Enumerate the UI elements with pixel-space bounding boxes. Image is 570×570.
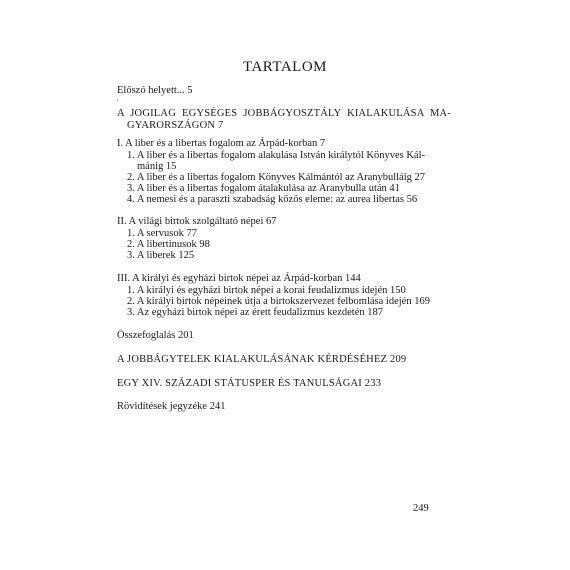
toc-section-1-1-line2: mánig 15 — [137, 161, 177, 172]
toc-section-3-2: 2. A királyi birtok népeinek útja a birtokszervezet felbomlása idején 169 — [127, 296, 430, 307]
toc-chapter-2: II. A világi birtok szolgáltató népei 67 — [117, 216, 277, 227]
page-title: TARTALOM — [242, 59, 328, 75]
toc-section-2-1: 1. A servusok 77 — [127, 228, 198, 239]
stray-mark: ' — [117, 98, 119, 107]
toc-section-1-2: 2. A liber és a libertas fogalom Könyves Kálmántól az Aranybulláig 27 — [127, 172, 426, 183]
toc-part-a-line1: A JOGILAG EGYSÉGES JOBBÁGYOSZTÁLY KIALAKULÁSA MA- — [117, 108, 451, 119]
toc-section-3-1: 1. A királyi és egyházi birtok népei a korai feudalizmus idején 150 — [127, 285, 406, 296]
toc-entry-preface: Előszó helyett... 5 — [117, 85, 193, 96]
toc-section-2-3: 3. A liberek 125 — [127, 250, 195, 261]
toc-chapter-3: III. A királyi és egyházi birtok népei az Árpád-korban 144 — [117, 273, 361, 284]
toc-section-1-3: 3. A liber és a libertas fogalom átalakulása az Aranybulla után 41 — [127, 183, 400, 194]
page-number: 249 — [413, 503, 429, 514]
toc-part-c: EGY XIV. SZÁZADI STÁTUSPER ÉS TANULSÁGAI 233 — [117, 378, 382, 389]
toc-part-b: A JOBBÁGYTELEK KIALAKULÁSÁNAK KÉRDÉSÉHEZ 209 — [117, 354, 407, 365]
toc-section-1-4: 4. A nemesi és a paraszti szabadság közös eleme: az aurea libertas 56 — [127, 194, 418, 205]
toc-section-3-3: 3. Az egyházi birtok népei az érett feudalizmus kezdetén 187 — [127, 307, 383, 318]
toc-chapter-1: I. A liber és a libertas fogalom az Árpád-korban 7 — [117, 138, 326, 149]
toc-section-1-1-line1: 1. A liber és a libertas fogalom alakulása István királytól Könyves Kál- — [127, 150, 426, 161]
toc-entry-abbreviations: Rövidítések jegyzéke 241 — [117, 401, 226, 412]
toc-part-a-line2: GYARORSZÁGON 7 — [127, 120, 224, 131]
toc-entry-summary: Összefoglalás 201 — [117, 330, 194, 341]
toc-section-2-2: 2. A libertinusok 98 — [127, 239, 210, 250]
